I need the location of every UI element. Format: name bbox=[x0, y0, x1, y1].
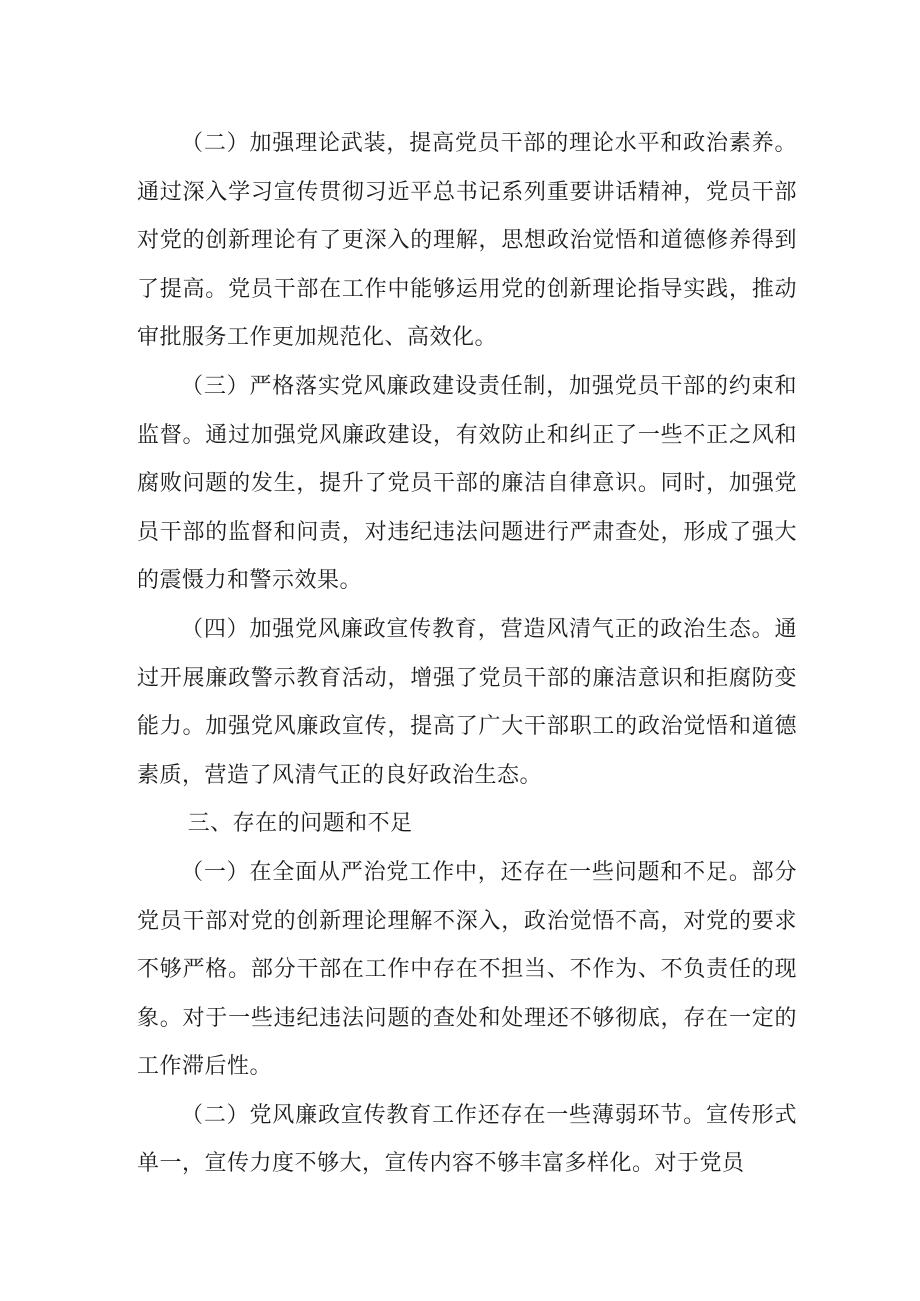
paragraph-integrity-education: （四）加强党风廉政宣传教育，营造风清气正的政治生态。通过开展廉政警示教育活动，增强了党员干部的廉洁意识和拒腐防变能力。加强党风廉政宣传，提高了广大干部职工的政治觉悟和道德素质，营造了风清气正的良好政治生态。 bbox=[137, 616, 797, 788]
document-body bbox=[137, 120, 797, 1189]
paragraph-problem-two: （二）党风廉政宣传教育工作还存在一些薄弱环节。宣传形式单一，宣传力度不够大，宣传内容不够丰富多样化。对于党员 bbox=[137, 1102, 797, 1177]
paragraph-problem-one: （一）在全面从严治党工作中，还存在一些问题和不足。部分党员干部对党的创新理论理解不深入，政治觉悟不高，对党的要求不够严格。部分干部在工作中存在不担当、不作为、不负责任的现象。对于一些违纪违法问题的查处和处理还不够彻底，存在一定的工作滞后性。 bbox=[137, 859, 797, 1080]
paragraph-strengthen-theory: （二）加强理论武装，提高党员干部的理论水平和政治素养。通过深入学习宣传贯彻习近平总书记系列重要讲话精神，党员干部对党的创新理论有了更深入的理解，思想政治觉悟和道德修养得到了提高。党员干部在工作中能够运用党的创新理论指导实践，推动审批服务工作更加规范化、高效化。 bbox=[137, 131, 797, 351]
section-heading-problems: 三、存在的问题和不足 bbox=[187, 811, 413, 837]
paragraph-integrity-responsibility: （三）严格落实党风廉政建设责任制，加强党员干部的约束和监督。通过加强党风廉政建设，有效防止和纠正了一些不正之风和腐败问题的发生，提升了党员干部的廉洁自律意识。同时，加强党员干部的监督和问责，对违纪违法问题进行严肃查处，形成了强大的震慑力和警示效果。 bbox=[137, 373, 797, 594]
